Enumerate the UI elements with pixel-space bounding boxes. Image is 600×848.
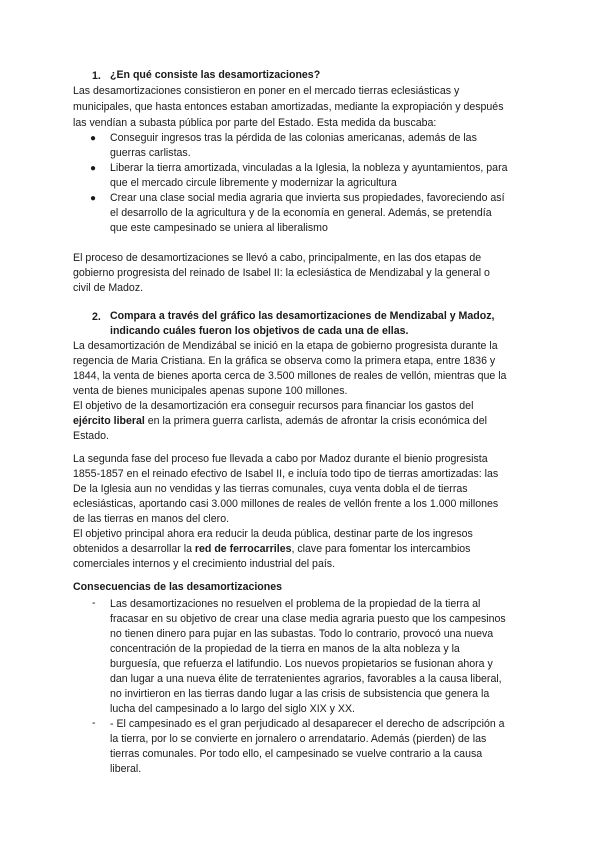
consequence-line: dan lugar a una nueva élite de terratenientes agrarios, favorables a la causa liberal, <box>110 673 502 685</box>
q2-p2-line: La segunda fase del proceso fue llevada a cabo por Madoz durante el bienio progresista <box>73 453 488 465</box>
q1-bullet-line: guerras carlistas. <box>110 147 191 159</box>
bullet-dot-icon: ● <box>90 133 97 144</box>
q2-p2-line: De la Iglesia aun no vendidas y las tierras comunales, cuya venta dobla el de tierras <box>73 483 468 495</box>
consequence-line: tierras comunales. Por todo ello, el campesinado se vuelve contrario a la causa <box>110 748 483 760</box>
q1-bullet-line: Liberar la tierra amortizada, vinculadas a la Iglesia, la nobleza y ayuntamientos, para <box>110 162 508 174</box>
dash-marker: - <box>92 717 96 729</box>
q2-p1-after-bold: en la primera guerra carlista, además de afrontar la crisis económica del <box>144 415 487 427</box>
q2-p2-after-bold: , clave para fomentar los intercambios <box>291 543 471 555</box>
consequence-line: burguesía, que refuerza el latifundio. Los nuevos propietarios se fusionan ahora y <box>110 658 493 670</box>
consequence-line: la tierra, por lo se convierte en jornalero o arrendatario. Además (pierden) de las <box>110 733 487 745</box>
consequence-line: fracasar en su objetivo de crear una clase media agraria puesto que los campesinos <box>110 613 506 625</box>
q1-intro-line: Las desamortizaciones consistieron en poner en el mercado tierras eclesiásticas y <box>73 85 460 97</box>
q1-bullet-line: que el mercado circule libremente y modernizar la agricultura <box>110 177 397 189</box>
q1-intro-line: municipales, que hasta entonces estaban amortizadas, mediante la expropiación y después <box>73 101 504 113</box>
dash-marker: - <box>92 597 96 609</box>
consequence-line: - El campesinado es el gran perjudicado al desaparecer el derecho de adscripción a <box>110 718 505 730</box>
consequence-line: lucha del campesinado a lo largo del siglo XIX y XX. <box>110 703 355 715</box>
q2-p1-line: venta de bienes municipales apenas supone 100 millones. <box>73 385 348 397</box>
q2-p2-line: El objetivo principal ahora era reducir la deuda pública, destinar parte de los ingresos <box>73 528 473 540</box>
q2-p2-bold-phrase: red de ferrocarriles <box>194 543 292 555</box>
q2-p1-line: El objetivo de la desamortización era conseguir recursos para financiar los gastos del <box>73 400 474 412</box>
q2-p1-bold-phrase: ejército liberal <box>73 415 145 427</box>
consequence-line: no invirtieron en las tierras dando lugar a las crisis de subsistencia que genera la <box>110 688 490 700</box>
q1-bullet-line: que este campesinado se uniera al liberalismo <box>110 222 328 234</box>
q2-p2-line: de las tierras en manos del clero. <box>73 513 230 525</box>
q2-p1-line: Estado. <box>73 430 109 442</box>
consequence-line: Las desamortizaciones no resuelven el problema de la propiedad de la tierra al <box>110 598 481 610</box>
q2-p2-line: 1855-1857 en el reinado efectivo de Isabel II, e incluía todo tipo de tierras amortizadas: las <box>73 468 499 480</box>
bullet-dot-icon: ● <box>90 193 97 204</box>
q2-p1-line: La desamortización de Mendizábal se inició en la etapa de gobierno progresista durante la <box>73 340 498 352</box>
q1-intro-line: las vendían a subasta pública por parte del Estado. Esta medida da buscaba: <box>73 117 437 129</box>
q1-process-line: El proceso de desamortizaciones se llevó a cabo, principalmente, en las dos etapas de <box>73 252 482 264</box>
q1-process-line: gobierno progresista del reinado de Isabel II: la eclesiástica de Mendizabal y la general o <box>73 267 490 279</box>
q2-heading-line: indicando cuáles fueron los objetivos de cada una de ellas. <box>110 325 409 337</box>
q2-number: 2. <box>92 311 101 323</box>
q2-p1-line: 1844, la venta de bienes aporta cerca de 3.500 millones de reales de vellón, mientras que la <box>73 370 507 382</box>
q2-heading-line: Compara a través del gráfico las desamortizaciones de Mendizabal y Madoz, <box>110 310 495 322</box>
q1-bullet-line: Conseguir ingresos tras la pérdida de las colonias americanas, además de las <box>110 132 477 144</box>
q1-bullet-line: Crear una clase social media agraria que invierta sus propiedades, favoreciendo así <box>110 192 505 204</box>
q2-p1-line: regencia de Maria Cristiana. En la gráfica se observa como la primera etapa, entre 1836 y <box>73 355 496 367</box>
q1-bullet-line: el desarrollo de la agricultura y de la economía en general. Además, se pretendía <box>110 207 492 219</box>
q2-p2-before-bold: obtenidos a desarrollar la <box>73 543 195 555</box>
q1-number: 1. <box>92 70 101 82</box>
bullet-dot-icon: ● <box>90 163 97 174</box>
consequence-line: liberal. <box>110 763 142 775</box>
q2-p2-mixed-line <box>73 542 470 557</box>
q2-p1-mixed-line <box>73 414 487 429</box>
q1-heading: ¿En qué consiste las desamortizaciones? <box>110 69 321 81</box>
q2-p2-line: comerciales internos y el crecimiento industrial del país. <box>73 558 336 570</box>
consequence-line: concentración de la propiedad de la tierra en manos de la alta nobleza y la <box>110 643 460 655</box>
q1-process-line: civil de Madoz. <box>73 282 144 294</box>
consequences-heading: Consecuencias de las desamortizaciones <box>73 581 283 593</box>
q2-p2-line: eclesiásticas, aportando casi 3.000 millones de reales de vellón frente a los 1.000 millones <box>73 498 499 510</box>
consequence-line: no tienen dinero para pujar en las subastas. Todo lo contrario, provocó una nueva <box>110 628 494 640</box>
